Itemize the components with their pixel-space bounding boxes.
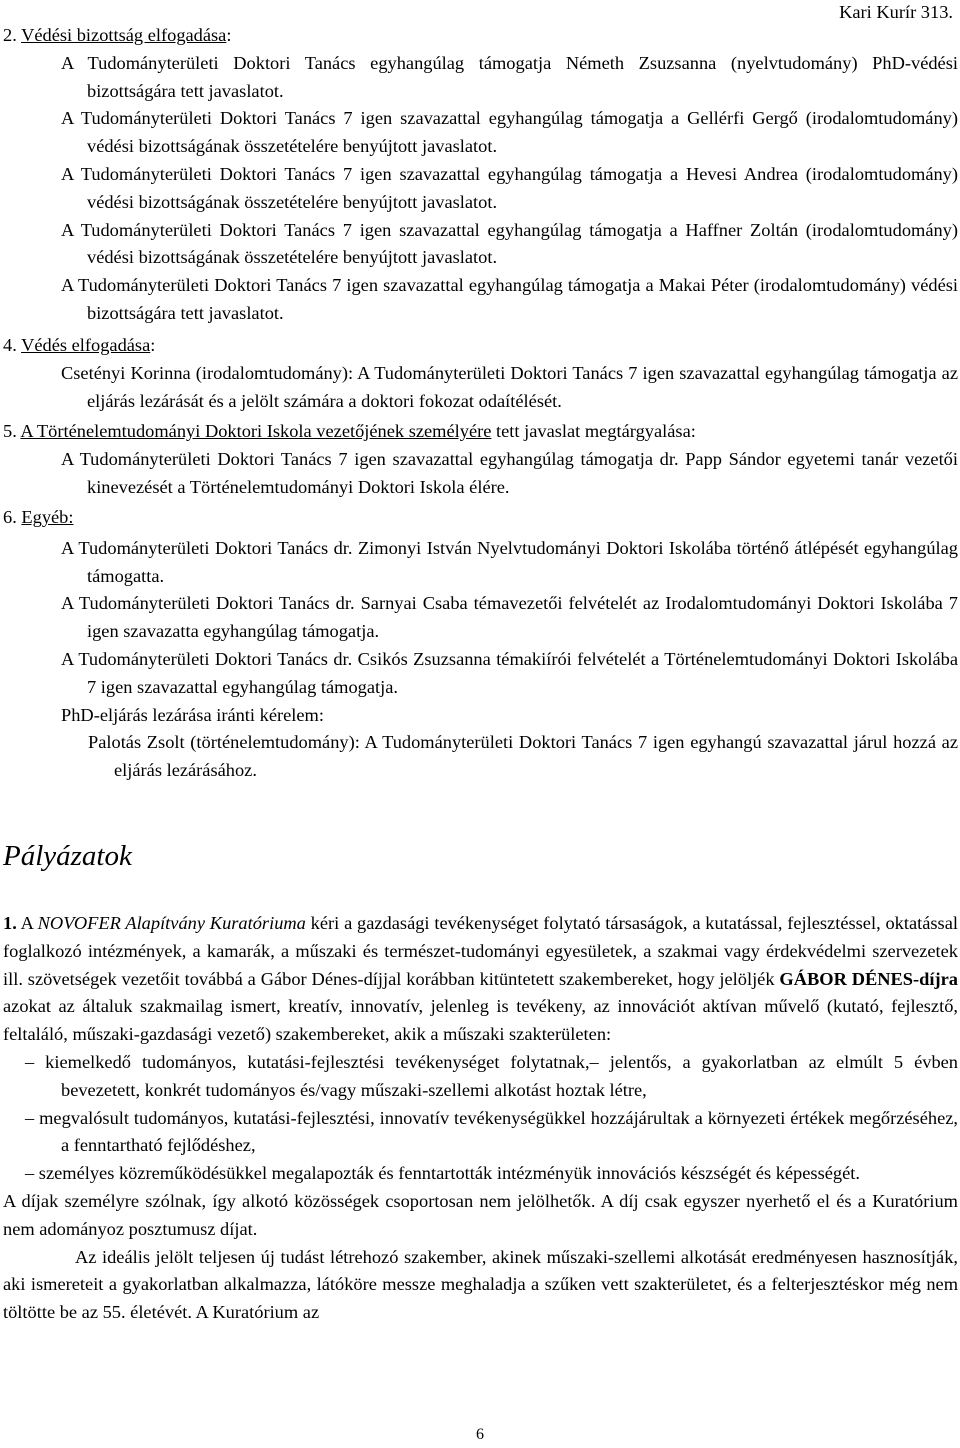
section-6-para-3: A Tudományterületi Doktori Tanács dr. Csikós Zsuzsanna témakiírói felvételét a Történelemtudományi Doktori Iskolába 7 igen szavazattal egyhangúlag támogatja. <box>61 648 958 697</box>
section-5-para-1: A Tudományterületi Doktori Tanács 7 igen szavazattal egyhangúlag támogatja dr. Papp Sándor egyetemi tanár vezetői kinevezését a Történelemtudományi Doktori Iskola élére. <box>61 448 958 497</box>
running-header: Kari Kurír 313. <box>839 2 953 22</box>
section-4-heading: 4. Védés elfogadása: <box>3 335 156 355</box>
palyazat-para-rules: A díjak személyre szólnak, így alkotó közösségek csoportosan nem jelölhetők. A díj csak egyszer nyerhető el és a Kuratórium nem adományoz posztumusz díjat. <box>3 1190 958 1239</box>
foundation-name: NOVOFER Alapítvány Kuratóriuma <box>37 913 306 933</box>
section-5-title: A Történelemtudományi Doktori Iskola vezetőjének személyére <box>20 421 492 441</box>
section-2-para-3: A Tudományterületi Doktori Tanács 7 igen szavazattal egyhangúlag támogatja a Hevesi Andrea (irodalomtudomány) védési bizottságának összetételére benyújtott javaslatot. <box>61 163 958 212</box>
section-2-para-5: A Tudományterületi Doktori Tanács 7 igen szavazattal egyhangúlag támogatja a Makai Péter (irodalomtudomány) védési bizottságára tett javaslatot. <box>61 275 958 323</box>
section-6-subheading: PhD-eljárás lezárása iránti kérelem: <box>61 704 324 725</box>
criteria-item-3: – személyes közreműködésükkel megalapozták és fenntartották intézményük innovációs készségét és képességét. <box>25 1163 860 1184</box>
palyazat-para-ideal-candidate: Az ideális jelölt teljesen új tudást létrehozó szakember, akinek műszaki-szellemi alkotását eredményesen hasznosítják, aki ismereteit a gyakorlatban alkalmazza, látóköre messze meghaladja a szűken vett szakterületet, és a felterjesztéskor még nem töltötte be az 55. életévét. A Kuratórium az <box>3 1246 958 1323</box>
section-2-title: Védési bizottság elfogadása <box>21 25 227 45</box>
section-6-title: Egyéb: <box>21 507 74 527</box>
section-2-para-2: A Tudományterületi Doktori Tanács 7 igen szavazattal egyhangúlag támogatja a Gellérfi Gergő (irodalomtudomány) védési bizottságának összetételére benyújtott javaslatot. <box>61 108 958 157</box>
section-4-title: Védés elfogadása <box>21 335 151 355</box>
section-title-palyazatok: Pályázatok <box>3 840 132 872</box>
section-2 <box>0 22 960 328</box>
section-6-para-1: A Tudományterületi Doktori Tanács dr. Zimonyi István Nyelvtudományi Doktori Iskolába történő átlépését egyhangúlag támogatta. <box>61 537 958 586</box>
section-4 <box>0 332 960 415</box>
section-5 <box>0 418 960 501</box>
section-4-para-1: Csetényi Korinna (irodalomtudomány): A Tudományterületi Doktori Tanács 7 igen szavazattal egyhangúlag támogatja az eljárás lezárását és a jelölt számára a doktori fokozat odaítélését. <box>61 362 958 411</box>
section-5-heading: 5. A Történelemtudományi Doktori Iskola vezetőjének személyére tett javaslat megtárgyalása: <box>3 421 696 441</box>
award-name: GÁBOR DÉNES-díjra <box>779 968 958 989</box>
page-number: 6 <box>476 1426 484 1443</box>
palyazatok-body <box>3 910 958 1327</box>
section-2-para-4: A Tudományterületi Doktori Tanács 7 igen szavazattal egyhangúlag támogatja a Haffner Zoltán (irodalomtudomány) védési bizottságának összetételére benyújtott javaslatot. <box>61 219 958 268</box>
section-2-para-1: A Tudományterületi Doktori Tanács egyhangúlag támogatja Németh Zsuzsanna (nyelvtudomány) PhD-védési bizottságára tett javaslatot. <box>61 52 958 101</box>
criteria-item-2: – megvalósult tudományos, kutatási-fejlesztési, innovatív tevékenységükkel hozzájárultak a környezeti értékek megőrzéséhez, a fenntartható fejlődéshez, <box>25 1107 958 1156</box>
section-6-para-2: A Tudományterületi Doktori Tanács dr. Sarnyai Csaba témavezetői felvételét az Irodalomtudományi Doktori Iskolába 7 igen szavazatta egyhangúlag támogatja. <box>61 593 958 642</box>
section-6-para-4: Palotás Zsolt (történelemtudomány): A Tudományterületi Doktori Tanács 7 igen egyhangú szavazattal járul hozzá az eljárás lezárásához. <box>88 732 958 781</box>
section-6 <box>0 504 960 785</box>
section-6-heading: 6. Egyéb: <box>3 507 74 527</box>
section-2-heading: 2. Védési bizottság elfogadása: <box>3 25 232 45</box>
palyazat-item-1: 1. A NOVOFER Alapítvány Kuratóriuma kéri a gazdasági tevékenységet folytató társaságok, a kutatással, fejlesztéssel, oktatással foglalkozó intézmények, a kamarák, a műszaki és természet-tudományi egyesületek, a szakmai vagy érdekvédelmi szervezetek ill. szövetségek vezetőit továbbá a Gábor Dénes-díjjal korábban kitüntetett szakembereket, hogy jelöljék GÁBOR DÉNES-díjra azokat az általuk szakmailag ismert, kreatív, innovatív, jelenleg is tevékeny, az innovációt aktívan művelő (kutató, fejlesztő, feltaláló, műszaki-gazdasági vezető) szakembereket, akik a műszaki szakterületen: <box>3 913 958 1045</box>
criteria-item-1: – kiemelkedő tudományos, kutatási-fejlesztési tevékenységet folytatnak,– jelentős, a gyakorlatban az elmúlt 5 évben bevezetett, konkrét tudományos és/vagy műszaki-szellemi alkotást hoztak létre, <box>25 1051 958 1100</box>
